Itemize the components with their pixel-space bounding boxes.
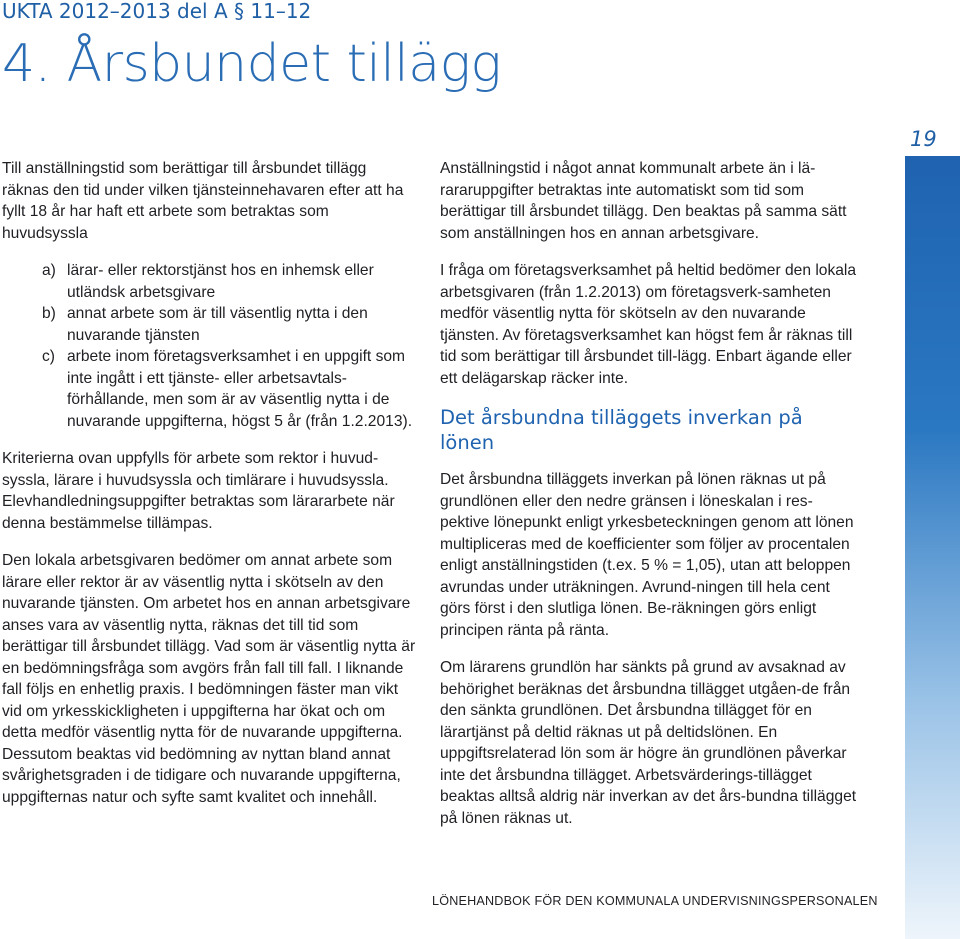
employer-paragraph: Den lokala arbetsgivaren bedömer om annat arbete som lärare eller rektor är av väsentlig nytta i skötseln av den nuvarande tjänsten. Om arbetet hos en annan arbetsgivare anses vara av väsentlig nytta, räknas det till tid som berättigar till årsbundet tillägg. Vad som är väsentlig nytta är en bedömningsfråga som avgörs från fall till fall. I liknande fall följs en enhetlig praxis. I bedömningen fäster man vikt vid om yrkesskickligheten i uppgifterna har ökat och om detta medför väsentlig nytta för de nuvarande uppgifterna. Dessutom beaktas vid bedömning av nyttan bland annat svårighetsgraden i de tidigare och nuvarande uppgifterna, uppgifternas natur och syfte samt kvalitet och innehåll. xyxy=(2,552,416,806)
list-item xyxy=(2,346,417,432)
page-number: 19 xyxy=(910,127,937,151)
intro-paragraph: Till anställningstid som berättigar till årsbundet tillägg räknas den tid under vilken tjänsteinnehavaren efter att ha fyllt 18 år har haft ett arbete som betraktas som huvudsyssla xyxy=(2,160,404,242)
list-marker: c) xyxy=(42,348,55,365)
list-item-text: arbete inom företagsverksamhet i en uppgift som inte ingått i ett tjänste- eller arbetsavtals-förhållande, men som är av väsentlig nytta i de nuvarande uppgifterna, högst 5 år (från 1.2.2013). xyxy=(67,348,413,430)
effect-paragraph: Det årsbundna tilläggets inverkan på lönen räknas ut på grundlönen eller den nedre gränsen i löneskalan i res-pektive lönepunkt enligt yrkesbeteckningen genom att lönen multipliceras med de koefficienter som följer av procentalen enligt anställningstiden (t.ex. 5 % = 1,05), utan att beloppen avrundas under uträkningen. Avrund-ningen till hela cent görs först i den slutliga lönen. Be-räkningen görs enligt principen ränta på ränta. xyxy=(440,471,854,639)
section-heading: Det årsbundna tilläggets inverkan på lönen xyxy=(440,406,803,454)
list-item xyxy=(2,260,417,303)
municipal-paragraph: Anställningstid i något annat kommunalt arbete än i lä-rararuppgifter betraktas inte automatiskt som tid som berättigar till årsbundet tillägg. Den beaktas på samma sätt som anställningen hos en annan arbetsgivare. xyxy=(440,160,847,242)
decorative-side-bar xyxy=(905,156,960,939)
criteria-list xyxy=(2,260,417,432)
list-item xyxy=(2,303,417,346)
list-marker: a) xyxy=(42,262,56,279)
right-column xyxy=(440,158,860,845)
list-item-text: lärar- eller rektorstjänst hos en inhemsk eller utländsk arbetsgivare xyxy=(67,262,374,301)
list-marker: b) xyxy=(42,305,56,322)
reduced-salary-paragraph: Om lärarens grundlön har sänkts på grund av avsaknad av behörighet beräknas det årsbundna tillägget utgåen-de från den sänkta grundlönen. Det årsbundna tillägget för en lärartjänst på deltid räknas ut på deltidslönen. En uppgiftsrelaterad lön som är högre än grundlönen påverkar inte det årsbundna tillägget. Arbetsvärderings-tillägget beaktas alltså aldrig när inverkan av det års-bundna tillägget på lönen räknas ut. xyxy=(440,659,857,827)
criteria-paragraph: Kriterierna ovan uppfylls för arbete som rektor i huvud-syssla, lärare i huvudsyssla och timlärare i huvudsyssla. Elevhandledningsuppgifter betraktas som lärararbete när denna bestämmelse tillämpas. xyxy=(2,450,395,532)
left-column xyxy=(2,158,417,824)
list-item-text: annat arbete som är till väsentlig nytta i den nuvarande tjänsten xyxy=(67,305,368,344)
page-footer: LÖNEHANDBOK FÖR DEN KOMMUNALA UNDERVISNINGSPERSONALEN xyxy=(432,894,878,908)
section-label: UKTA 2012–2013 del A § 11–12 xyxy=(2,0,312,23)
business-paragraph: I fråga om företagsverksamhet på heltid bedömer den lokala arbetsgivaren (från 1.2.2013) om företagsverk-samheten medför väsentlig nytta för skötseln av den nuvarande tjänsten. Av företagsverksamhet kan högst fem år räknas till tid som berättigar till årsbundet till-lägg. Enbart ägande eller ett delägarskap räcker inte. xyxy=(440,262,857,387)
page-title: 4. Årsbundet tillägg xyxy=(2,34,502,94)
